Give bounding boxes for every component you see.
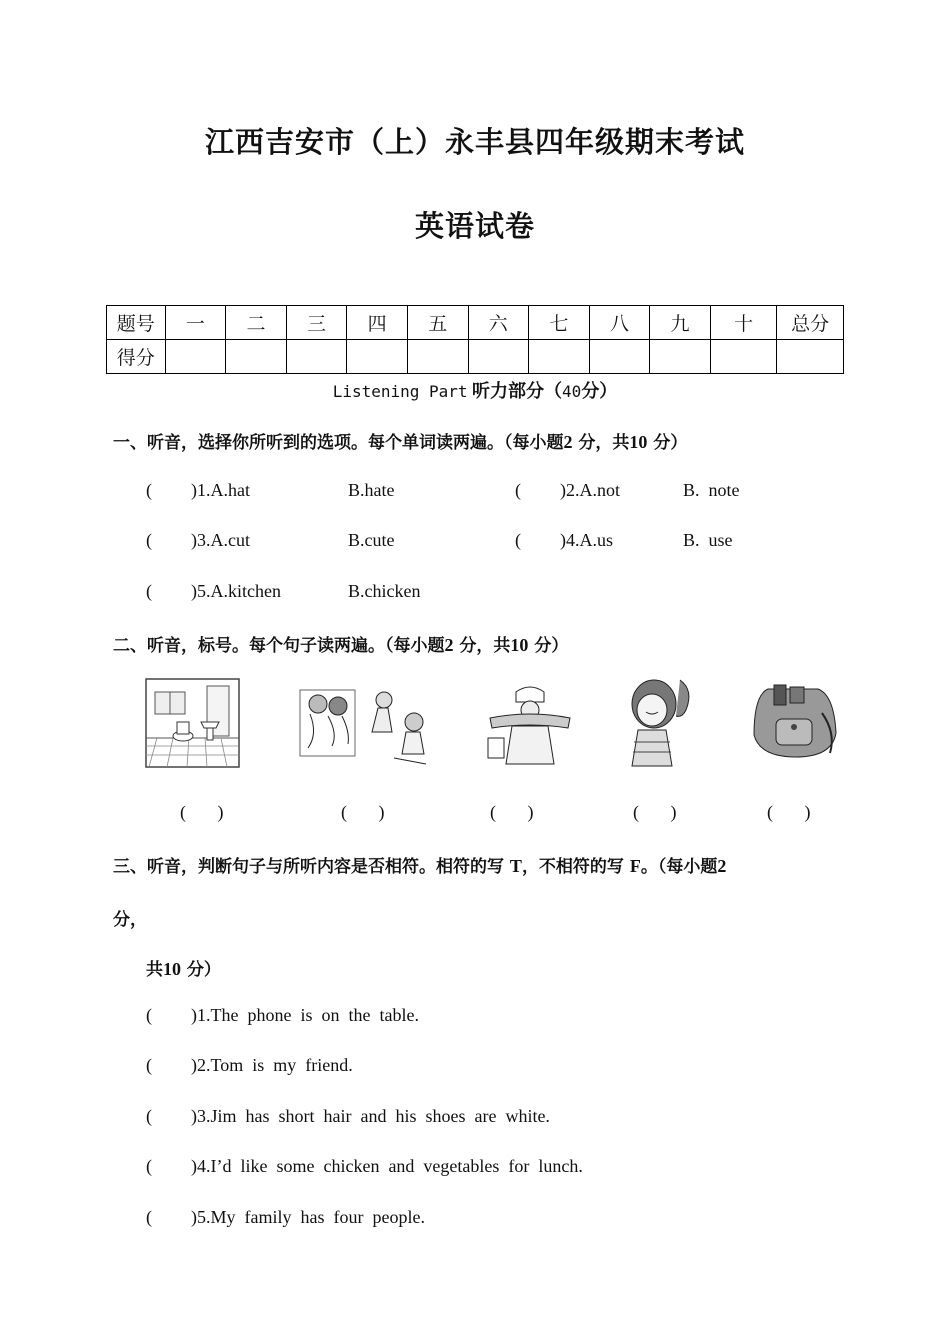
section3-line3-b: 分） [186,960,221,980]
score-header-cell: 九 [650,306,711,340]
section2-heading [113,631,568,656]
score-header-cell: 四 [347,306,408,340]
section3-heading-a: 三、听音，判断句子与所听内容是否相符。相符的写 [113,857,504,877]
score-cell[interactable] [407,340,468,374]
answer-blank[interactable]: ( [146,530,152,550]
cook-picture [486,682,574,768]
question-5: )5.A.kitchen [191,581,281,601]
section3-heading-c: 。（每小题 [640,857,718,877]
listening-cn: 听力部分（ [472,381,563,402]
score-header-cell: 七 [529,306,590,340]
girl-picture [624,676,696,768]
score-cell[interactable] [286,340,347,374]
score-header-cell: 三 [286,306,347,340]
listening-en: Listening Part [332,382,468,401]
statement-4: )4.I’d like some chicken and vegetables for lunch. [191,1156,583,1176]
score-table-header-row [107,306,844,340]
answer-blank[interactable]: ( [146,581,152,601]
section3-num1: 2 [717,856,727,876]
score-header-cell: 六 [468,306,529,340]
statement-5: )5.My family has four people. [191,1207,425,1227]
answer-blank[interactable]: ( [515,530,521,550]
section3-heading-line3 [146,955,221,980]
section1-heading-a: 一、听音，选择你所听到的选项。每个单词读两遍。（每小题 [113,433,564,453]
score-cell[interactable] [777,340,844,374]
score-cell[interactable] [710,340,777,374]
picture-blank[interactable]: ( ) [341,802,385,822]
section1-heading-b: 分，共 [578,433,630,453]
score-cell[interactable] [165,340,226,374]
section3-heading [113,852,726,877]
picture-blank[interactable]: ( ) [767,802,811,822]
option-b-1: B.hate [348,480,395,500]
section1-heading [113,428,687,453]
question-4: )4.A.us [560,530,613,550]
listening-part-heading [0,377,950,403]
section2-num1: 2 [444,635,454,655]
statement-2: )2.Tom is my friend. [191,1055,353,1075]
section3-line3-a: 共 [146,960,163,980]
option-b-5: B.chicken [348,581,421,601]
score-header-cell: 二 [226,306,287,340]
question-1: )1.A.hat [191,480,250,500]
score-header-cell: 五 [407,306,468,340]
answer-blank[interactable]: ( [146,480,152,500]
score-cell[interactable] [226,340,287,374]
score-cell[interactable] [589,340,650,374]
section3-heading-line2: 分， [113,910,147,930]
score-header-cell: 十 [710,306,777,340]
score-header-cell: 八 [589,306,650,340]
bathroom-picture [145,678,240,768]
score-header-cell: 题号 [107,306,166,340]
listening-cn-end: 分） [581,381,618,402]
schoolbag-picture [752,683,838,759]
score-cell[interactable] [347,340,408,374]
score-cell[interactable] [529,340,590,374]
section3-f: F [629,856,641,876]
section1-heading-c: 分） [653,433,688,453]
listening-score: 40 [562,382,582,401]
section1-num1: 2 [563,432,573,452]
answer-blank[interactable]: ( [146,1055,152,1075]
section3-t: T [509,856,522,876]
statement-3: )3.Jim has short hair and his shoes are white. [191,1106,550,1126]
score-header-cell: 总分 [777,306,844,340]
section2-heading-b: 分，共 [459,636,511,656]
question-3: )3.A.cut [191,530,250,550]
question-2: )2.A.not [560,480,620,500]
kids-picture [298,682,433,768]
section1-num2: 10 [629,432,648,452]
exam-subtitle: 英语试卷 [414,209,535,243]
exam-title: 江西吉安市（上）永丰县四年级期末考试 [204,125,745,159]
section2-num2: 10 [510,635,529,655]
picture-blank[interactable]: ( ) [633,802,677,822]
section2-heading-c: 分） [534,636,569,656]
score-header-cell: 一 [165,306,226,340]
statement-1: )1.The phone is on the table. [191,1005,419,1025]
answer-blank[interactable]: ( [146,1207,152,1227]
section2-heading-a: 二、听音，标号。每个句子读两遍。（每小题 [113,636,445,656]
score-table-score-row [107,340,844,374]
picture-blank[interactable]: ( ) [180,802,224,822]
score-table [106,305,844,374]
option-b-4: B. use [683,530,733,550]
section3-heading-b: ，不相符的写 [521,857,624,877]
answer-blank[interactable]: ( [146,1005,152,1025]
picture-blank[interactable]: ( ) [490,802,534,822]
score-cell[interactable] [650,340,711,374]
score-cell[interactable] [468,340,529,374]
section3-num2: 10 [163,959,181,979]
score-row-label: 得分 [107,340,166,374]
option-b-2: B. note [683,480,740,500]
answer-blank[interactable]: ( [146,1106,152,1126]
answer-blank[interactable]: ( [515,480,521,500]
option-b-3: B.cute [348,530,395,550]
answer-blank[interactable]: ( [146,1156,152,1176]
